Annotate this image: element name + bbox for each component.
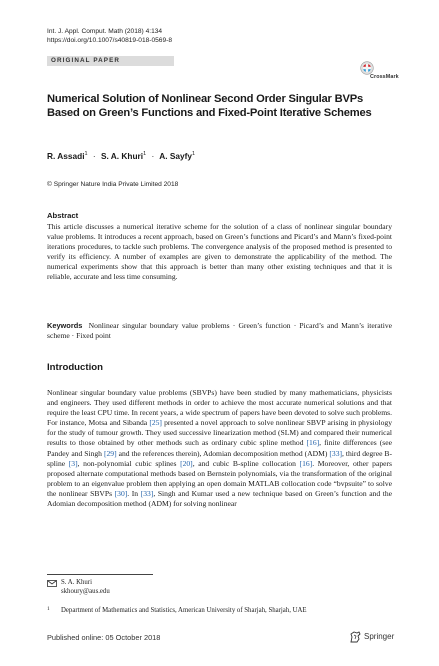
affiliation-number: 1 — [47, 606, 50, 612]
intro-text-segment: , third degree B-spline — [47, 448, 393, 468]
intro-text-segment: , Singh and Kumar used a new technique based on Green’s function and the Adomian decomposition method (ADM) for solving nonlinear — [47, 488, 393, 509]
citation-link[interactable]: [3] — [68, 458, 78, 468]
citation-link[interactable]: [16] — [306, 438, 320, 448]
author-affiliation-mark: 1 — [191, 151, 196, 158]
intro-text-segment: . Moreover, other papers proposed alternate computational methods based on Bernstein polynomials, via the transformation of the original problem to an eigenvalue problem then applying an open domain MATLAB collocation code “bvpsuite” to solve the nonlinear SBVPs — [47, 458, 392, 498]
article-type-label: ORIGINAL PAPER — [51, 57, 121, 64]
intro-text-segment: , and cubic B-spline collocation — [192, 458, 300, 468]
author-name[interactable]: R. Assadi — [47, 151, 85, 161]
citation-link[interactable]: [33] — [140, 488, 154, 498]
introduction-text — [47, 388, 392, 509]
copyright-notice: © Springer Nature India Private Limited 2018 — [47, 181, 179, 188]
author-separator: · — [151, 151, 155, 161]
intro-text-segment: , non-polynomial cubic splines — [77, 458, 181, 468]
citation-link[interactable]: [16] — [299, 458, 313, 468]
author-separator: · — [92, 151, 96, 161]
author-list — [47, 151, 195, 161]
intro-text-segment: , finite differences (see Pandey and Singh — [47, 438, 392, 458]
envelope-icon — [47, 580, 57, 587]
citation-link[interactable]: [20] — [180, 458, 193, 468]
published-date: Published online: 05 October 2018 — [47, 633, 161, 642]
intro-text-segment: and the references therein), Adomian decomposition method (ADM) — [116, 448, 330, 458]
abstract-text: This article discusses a numerical iterative scheme for the solution of a class of nonlinear singular boundary value problems. It introduces a recent approach, based on Green’s functions and Picard’s and Mann’s fixed-point iterations procedures, to tackle such problems. The convergence analysis of the proposed method is presented to verify its efficiency. A number of examples are given to demonstrate the applicability of the method. The numerical experiments show that this approach is better than many other existing techniques and that it is reliable, accurate and less time consuming. — [47, 222, 392, 282]
intro-text-segment: presented a novel approach to solve nonlinear SBVP arising in physiology for the study of tumour growth. They used successive linearization method (SLM) and compared their numerical results to those obtained by other methods such as ordinary cubic spline method — [47, 418, 393, 448]
footnote-divider — [47, 574, 153, 575]
correspondent-email[interactable]: skhoury@aus.edu — [61, 588, 110, 595]
keywords-text: Nonlinear singular boundary value problems · Green’s function · Picard’s and Mann’s iterative scheme · Fixed point — [47, 321, 393, 341]
springer-horse-icon — [349, 631, 363, 643]
publisher-name: Springer — [364, 632, 395, 641]
citation-link[interactable]: [30] — [114, 488, 128, 498]
correspondent-name: S. A. Khuri — [61, 579, 92, 586]
intro-text-segment: Nonlinear singular boundary value problems (SBVPs) have been studied by many mathematicians, physicists and engineers. They used different methods in order to achieve the most accurate numerical solutions and that require the least CPU time. In recent years, a wide spectrum of papers have been devoted to solve such problems. For instance, Motsa and Sibanda — [47, 388, 392, 428]
citation-link[interactable]: [33] — [329, 448, 343, 458]
keywords-label: Keywords — [47, 321, 83, 330]
abstract-heading: Abstract — [47, 211, 79, 220]
author-name[interactable]: A. Sayfy — [159, 151, 192, 161]
citation-link[interactable]: [25] — [149, 418, 162, 428]
intro-text-segment: . In — [127, 488, 141, 498]
keywords-block — [47, 321, 392, 341]
affiliation-text: Department of Mathematics and Statistics, American University of Sharjah, Sharjah, UAE — [61, 607, 307, 614]
doi-link[interactable]: https://doi.org/10.1007/s40819-018-0569-8 — [47, 37, 173, 44]
introduction-heading: Introduction — [47, 362, 103, 373]
citation-link[interactable]: [29] — [103, 448, 117, 458]
author-affiliation-mark: 1 — [84, 151, 88, 158]
author-affiliation-mark: 1 — [143, 151, 147, 158]
journal-line: Int. J. Appl. Comput. Math (2018) 4:134 — [47, 28, 163, 35]
article-title: Numerical Solution of Nonlinear Second Order Singular BVPs Based on Green’s Functions and Fixed-Point Iterative Schemes — [47, 93, 372, 119]
journal-reference — [47, 27, 172, 45]
author-name[interactable]: S. A. Khuri — [100, 151, 144, 161]
crossmark-label[interactable]: CrossMark — [370, 74, 399, 80]
